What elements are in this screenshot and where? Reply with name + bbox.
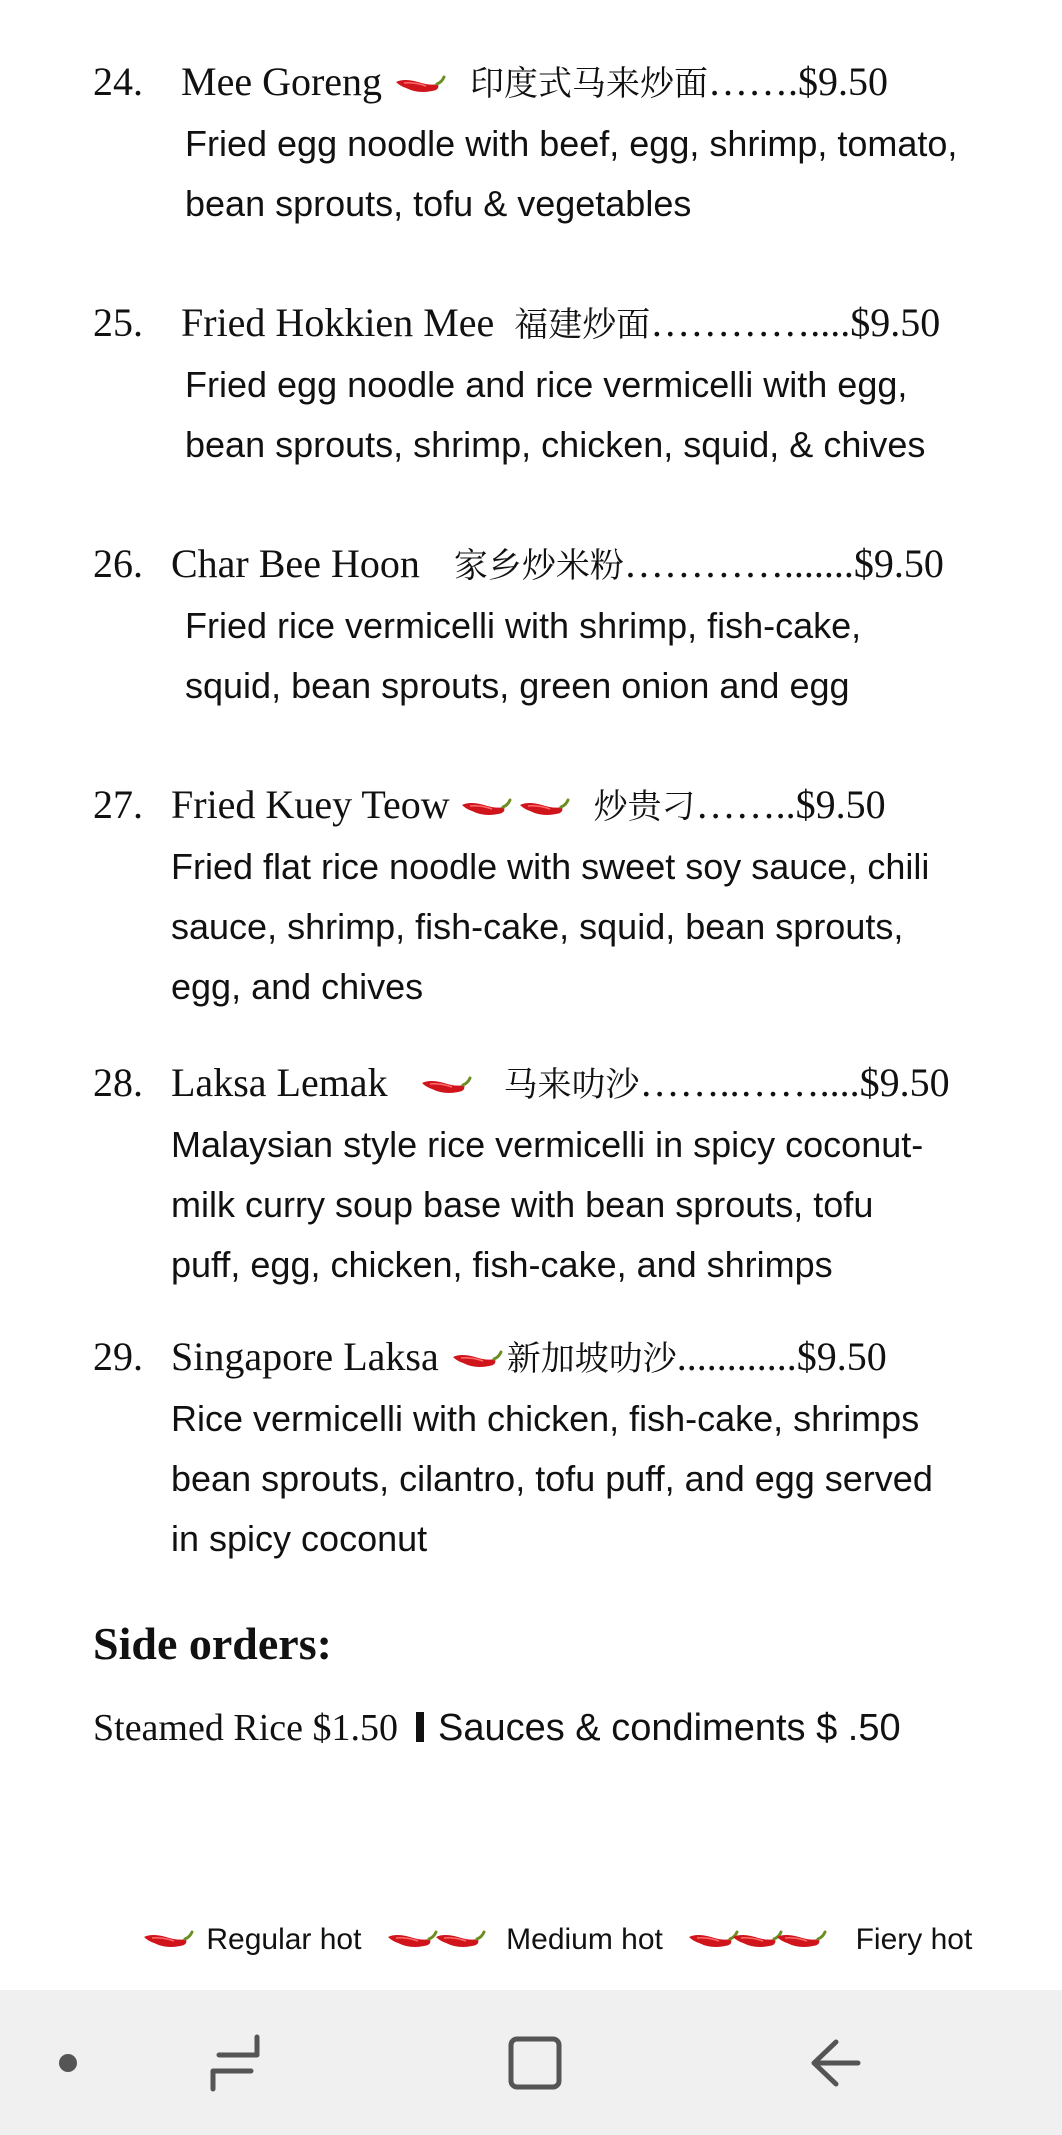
recent-apps-icon bbox=[207, 2033, 263, 2093]
legend-fiery bbox=[687, 1910, 972, 1970]
chili-pepper-icon bbox=[386, 1929, 440, 1953]
chili-pepper-icon bbox=[775, 1929, 829, 1953]
item-description bbox=[171, 837, 929, 1017]
leader-dots: …………....... bbox=[623, 541, 854, 586]
description-line: Fried rice vermicelli with shrimp, fish-cake, bbox=[185, 605, 862, 646]
item-name: Fried Hokkien Mee bbox=[181, 300, 495, 345]
home-button[interactable] bbox=[490, 1990, 580, 2135]
item-chinese-name: 马来叻沙 bbox=[503, 1065, 640, 1105]
item-title bbox=[181, 52, 888, 114]
chili-pepper-icon bbox=[518, 797, 572, 821]
item-name: Mee Goreng bbox=[181, 59, 383, 104]
description-line: sauce, shrimp, fish-cake, squid, bean sprouts, bbox=[171, 906, 904, 947]
description-line: Fried egg noodle with beef, egg, shrimp, tomato, bbox=[185, 123, 958, 164]
chili-pepper-icon bbox=[451, 1349, 505, 1373]
item-chinese-name: 福建炒面 bbox=[514, 305, 651, 345]
item-price: $9.50 bbox=[796, 1334, 887, 1379]
description-line: puff, egg, chicken, fish-cake, and shrimps bbox=[171, 1244, 833, 1285]
item-price: $9.50 bbox=[853, 541, 944, 586]
item-number: 29. bbox=[93, 1334, 143, 1379]
back-button[interactable] bbox=[790, 1990, 880, 2135]
item-title bbox=[171, 1327, 887, 1389]
chili-pepper-icon bbox=[434, 1929, 488, 1953]
description-line: Rice vermicelli with chicken, fish-cake, shrimps bbox=[171, 1398, 920, 1439]
item-price: $9.50 bbox=[859, 1060, 950, 1105]
item-description bbox=[185, 355, 925, 475]
leader-dots: ……..…….... bbox=[639, 1060, 860, 1105]
item-price: $9.50 bbox=[850, 300, 941, 345]
item-number: 26. bbox=[93, 541, 143, 586]
item-title bbox=[181, 293, 940, 355]
legend-label: Medium hot bbox=[506, 1923, 663, 1956]
description-line: Fried flat rice noodle with sweet soy sauce, chili bbox=[171, 846, 930, 887]
item-price: $9.50 bbox=[795, 782, 886, 827]
leader-dots: …….. bbox=[695, 782, 796, 827]
item-number: 27. bbox=[93, 782, 143, 827]
item-description bbox=[185, 114, 957, 234]
item-description bbox=[171, 1389, 933, 1569]
description-line: squid, bean sprouts, green onion and egg bbox=[185, 665, 850, 706]
description-line: Fried egg noodle and rice vermicelli with egg, bbox=[185, 364, 908, 405]
item-name: Char Bee Hoon bbox=[171, 541, 420, 586]
item-number: 25. bbox=[93, 300, 143, 345]
item-chinese-name: 印度式马来炒面 bbox=[470, 64, 709, 104]
system-navigation-bar bbox=[0, 1990, 1062, 2135]
item-name: Fried Kuey Teow bbox=[171, 782, 450, 827]
back-icon bbox=[808, 2036, 862, 2090]
description-line: Malaysian style rice vermicelli in spicy coconut- bbox=[171, 1124, 924, 1165]
description-line: bean sprouts, shrimp, chicken, squid, & chives bbox=[185, 424, 926, 465]
recent-apps-button[interactable] bbox=[190, 1990, 280, 2135]
item-chinese-name: 家乡炒米粉 bbox=[453, 546, 624, 586]
separator-bar bbox=[416, 1712, 424, 1742]
item-chinese-name: 新加坡叻沙 bbox=[506, 1339, 677, 1379]
item-chinese-name: 炒贵刁 bbox=[593, 787, 696, 827]
item-price: $9.50 bbox=[798, 59, 889, 104]
side-orders-heading: Side orders: bbox=[93, 1618, 332, 1669]
item-name: Singapore Laksa bbox=[171, 1334, 439, 1379]
leader-dots: ............ bbox=[676, 1334, 797, 1379]
chili-pepper-icon bbox=[394, 74, 448, 98]
item-name: Laksa Lemak bbox=[171, 1060, 388, 1105]
description-line: in spicy coconut bbox=[171, 1518, 428, 1559]
leader-dots: ……. bbox=[708, 59, 799, 104]
legend-label: Fiery hot bbox=[855, 1923, 973, 1956]
leader-dots: ………….... bbox=[650, 300, 851, 345]
item-description bbox=[185, 596, 861, 716]
nav-dot-button[interactable] bbox=[40, 1990, 96, 2135]
description-line: egg, and chives bbox=[171, 966, 424, 1007]
dot-icon bbox=[57, 2052, 79, 2074]
steamed-rice-price: Steamed Rice $1.50 bbox=[93, 1707, 398, 1749]
chili-pepper-icon bbox=[142, 1929, 196, 1953]
item-number: 24. bbox=[93, 59, 143, 104]
item-description bbox=[171, 1115, 923, 1295]
chili-pepper-icon bbox=[460, 797, 514, 821]
chili-pepper-icon bbox=[420, 1075, 474, 1099]
item-title bbox=[171, 775, 886, 837]
home-icon bbox=[507, 2035, 563, 2091]
spice-legend bbox=[140, 1910, 988, 1970]
description-line: bean sprouts, cilantro, tofu puff, and egg served bbox=[171, 1458, 933, 1499]
legend-regular bbox=[140, 1910, 361, 1970]
description-line: bean sprouts, tofu & vegetables bbox=[185, 183, 692, 224]
legend-medium bbox=[386, 1910, 663, 1970]
legend-label: Regular hot bbox=[206, 1923, 362, 1956]
item-title bbox=[171, 534, 944, 596]
side-orders-line bbox=[93, 1698, 901, 1758]
sauces-price: Sauces & condiments $ .50 bbox=[437, 1707, 901, 1749]
description-line: milk curry soup base with bean sprouts, tofu bbox=[171, 1184, 874, 1225]
item-title bbox=[171, 1053, 950, 1115]
item-number: 28. bbox=[93, 1060, 143, 1105]
